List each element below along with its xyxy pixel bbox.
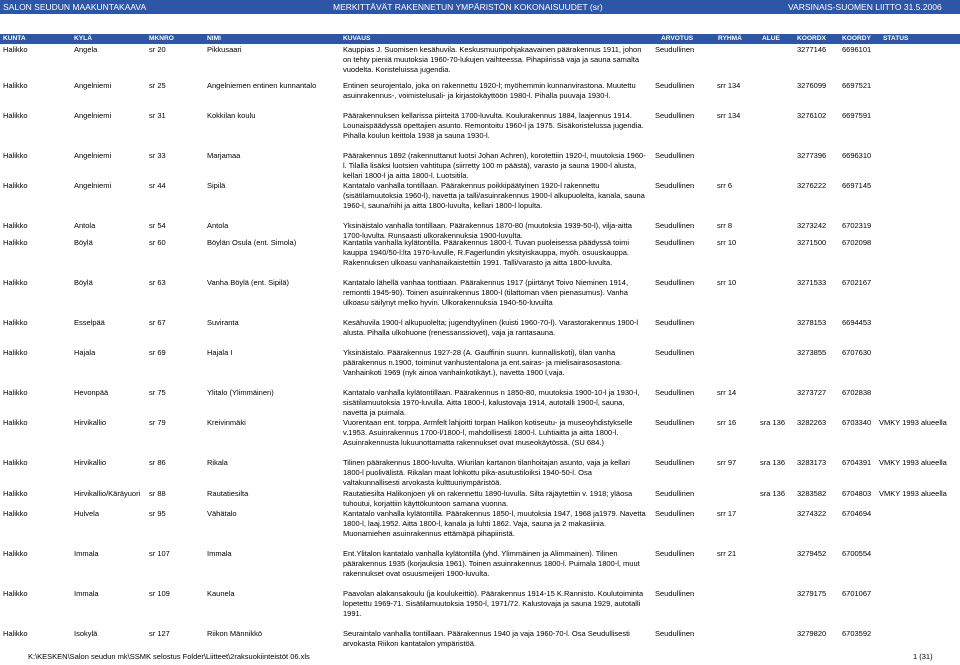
- row-koordx: 3273242: [797, 221, 827, 230]
- row-nimi: Ylitalo (Ylimmäinen): [207, 388, 274, 397]
- row-arvotus: Seudullinen: [655, 509, 695, 518]
- row-nimi: Immala: [207, 549, 232, 558]
- row-ryhma: srr 134: [717, 111, 741, 120]
- row-koordx: 3271500: [797, 238, 827, 247]
- row-nimi: Kreivinmäki: [207, 418, 246, 427]
- row-ryhma: srr 97: [717, 458, 737, 467]
- row-kunta: Halikko: [3, 278, 28, 287]
- row-kuvaus: Ent.Ylitalon kantatalo vanhalla kylätontilla (yhd. Ylimmäinen ja Alimmainen). Tilinen päärakennus 1935 (korjauksia 1961). Toinen asuinrakennus 1800-l. Puimala 1800-l, muut rakennukset ovat osuusmeijeri 1900-luvulta.: [343, 549, 640, 579]
- row-kyla: Böylä: [74, 238, 93, 247]
- row-mknro: sr 86: [149, 458, 166, 467]
- row-kuvaus: Kantatalo vanhalla kylätontilla. Päärakennus 1850-l, muutoksia 1947, 1968 ja1979. Navetta 1800-l, laaj.1952. Aitta 1800-l, kanala ja luhti 1862. Vaja, sauna ja 2 makasiinia. Muonamiehen asuinrakennus ettämäpä pihapiiristä.: [343, 509, 646, 539]
- row-kyla: Esselpää: [74, 318, 105, 327]
- row-ryhma: srr 14: [717, 388, 737, 397]
- row-koordx: 3279452: [797, 549, 827, 558]
- row-alue: sra 136: [760, 418, 786, 427]
- row-kyla: Immala: [74, 589, 99, 598]
- row-koordx: 3276222: [797, 181, 827, 190]
- row-kunta: Halikko: [3, 629, 28, 638]
- col-kuvaus: KUVAUS: [343, 35, 371, 42]
- row-kuvaus: Vuorentaan ent. torppa. Armfelt lahjoitti torpan Halikon kotiseutu- ja museoyhdistykselle v.1953. Asuinrakennus 1700-l/1800-l, mahdollisesti 1800-l. Luhtiaitta ja aitta 1800-l. Asuinrakennusta lukuunottamatta rakennukset ovat museokäytössä. (SU 684.): [343, 418, 633, 448]
- row-koordy: 6700554: [842, 549, 872, 558]
- row-kyla: Angela: [74, 45, 98, 54]
- row-koordy: 6702838: [842, 388, 872, 397]
- row-koordy: 6694453: [842, 318, 872, 327]
- row-alue: sra 136: [760, 458, 786, 467]
- row-koordx: 3283173: [797, 458, 827, 467]
- col-nimi: NIMI: [207, 35, 221, 42]
- row-mknro: sr 63: [149, 278, 166, 287]
- row-status: VMKY 1993 alueella: [879, 418, 947, 427]
- col-status: STATUS: [883, 35, 909, 42]
- row-nimi: Angelniemen entinen kunnantalo: [207, 81, 317, 90]
- row-kyla: Hirvikallio: [74, 458, 107, 467]
- row-arvotus: Seudullinen: [655, 278, 695, 287]
- row-mknro: sr 95: [149, 509, 166, 518]
- row-koordx: 3276102: [797, 111, 827, 120]
- row-arvotus: Seudullinen: [655, 151, 695, 160]
- row-ryhma: srr 134: [717, 81, 741, 90]
- row-nimi: Suviranta: [207, 318, 239, 327]
- row-kunta: Halikko: [3, 181, 28, 190]
- row-ryhma: srr 6: [717, 181, 732, 190]
- row-koordy: 6696101: [842, 45, 872, 54]
- row-koordy: 6697521: [842, 81, 872, 90]
- row-koordx: 3276099: [797, 81, 827, 90]
- col-koordx: KOORDX: [797, 35, 826, 42]
- row-kyla: Isokylä: [74, 629, 98, 638]
- row-koordx: 3282263: [797, 418, 827, 427]
- row-mknro: sr 69: [149, 348, 166, 357]
- row-ryhma: srr 10: [717, 278, 737, 287]
- row-mknro: sr 109: [149, 589, 170, 598]
- row-kunta: Halikko: [3, 549, 28, 558]
- row-mknro: sr 75: [149, 388, 166, 397]
- row-nimi: Hajala I: [207, 348, 233, 357]
- col-alue: ALUE: [762, 35, 780, 42]
- row-kuvaus: Tilinen päärakennus 1800-luvulta. Wiurilan kartanon tilanhoitajan asunto, vaja ja kellari 1800-l puolivälistä. Rikalan maat lohkottu pika-asutustiloiksi 1940-50-l. Osa valtakunnallisesti arvokasta kulttuuriympäristöä.: [343, 458, 630, 488]
- row-kunta: Halikko: [3, 589, 28, 598]
- row-kuvaus: Entinen seurojentalo, joka on rakennettu 1920-l; myöhemmin kunnanvirastona. Muutettu asuinrakennus-, voimistelusali- ja kirjastokäyttöön 1980-l. Pihalla puuvaja 1930-l.: [343, 81, 636, 101]
- row-koordx: 3273855: [797, 348, 827, 357]
- col-mknro: MKNRO: [149, 35, 174, 42]
- row-kuvaus: Kantatalo lähellä vanhaa tonttiaan. Päärakennus 1917 (piirtänyt Toivo Nieminen 1914, remontti 1945-90). Toinen asuinrakennus 1800-l (tilattoman väen pienasumus). Vanha ulkoasu säilynyt melko hyvin. Ulkorakennuksia 1940-50-luvuilta: [343, 278, 629, 308]
- row-arvotus: Seudullinen: [655, 388, 695, 397]
- row-kunta: Halikko: [3, 458, 28, 467]
- row-kunta: Halikko: [3, 348, 28, 357]
- row-kunta: Halikko: [3, 418, 28, 427]
- footer-page-number: 1 (31): [913, 652, 933, 661]
- row-koordy: 6697145: [842, 181, 872, 190]
- row-kunta: Halikko: [3, 111, 28, 120]
- row-nimi: Riikon Männikkö: [207, 629, 263, 638]
- row-arvotus: Seudullinen: [655, 221, 695, 230]
- row-kunta: Halikko: [3, 509, 28, 518]
- row-koordy: 6696310: [842, 151, 872, 160]
- row-nimi: Vanha Böylä (ent. Sipilä): [207, 278, 289, 287]
- row-arvotus: Seudullinen: [655, 111, 695, 120]
- row-kuvaus: Rautatiesilta Halikonjoen yli on rakennettu 1890-luvulla. Silta räjäytettiin v. 1918; yläosa tuhoutui, korjattiin käyttökuntoon samana vuonna.: [343, 489, 633, 509]
- col-kyla: KYLÄ: [74, 35, 92, 42]
- row-ryhma: srr 17: [717, 509, 737, 518]
- row-kuvaus: Päärakennus 1892 (rakennuttanut luotsi Johan Achren), korotettiin 1920-l, muutoksia 1960-l. Tilalla lisäksi luotsien vahtitupa (siirretty 100 m päästä), varasto ja sauna 1900-l alusta, kellari 1800-l ja aitta 1800-l. Luotsitila.: [343, 151, 646, 181]
- row-kyla: Angelniemi: [74, 81, 112, 90]
- row-kuvaus: Yksinäistalo vanhalla tontillaan. Päärakennus 1870-80 (muutoksia 1939-50-l), vilja-aitta 1700-luvulta. Runsaasti ulkorakennuksia 1900-luvulta.: [343, 221, 632, 241]
- row-kuvaus: Kesähuvila 1900-l alkupuolelta; jugendtyylinen (kuisti 1960-70-l). Varastorakennus 1900-l alusta. Pihalla ulkohuone (renessanssiovet), vaja ja rantasauna.: [343, 318, 639, 338]
- row-alue: sra 136: [760, 489, 786, 498]
- row-status: VMKY 1993 alueella: [879, 489, 947, 498]
- row-mknro: sr 20: [149, 45, 166, 54]
- col-kunta: KUNTA: [3, 35, 26, 42]
- row-kuvaus: Seuraintalo vanhalla tontillaan. Päärakennus 1940 ja vaja 1960-70-l. Osa Seudullisesti arvokasta Riikon kantatalon ympäristöä.: [343, 629, 630, 649]
- row-kyla: Böylä: [74, 278, 93, 287]
- header-right-title: VARSINAIS-SUOMEN LIITTO 31.5.2006: [788, 2, 942, 12]
- row-koordx: 3277396: [797, 151, 827, 160]
- header-center-title: MERKITTÄVÄT RAKENNETUN YMPÄRISTÖN KOKONAISUUDET (sr): [333, 2, 603, 12]
- row-kyla: Hulvela: [74, 509, 100, 518]
- row-kyla: Angelniemi: [74, 111, 112, 120]
- row-koordx: 3274322: [797, 509, 827, 518]
- row-mknro: sr 107: [149, 549, 170, 558]
- row-kunta: Halikko: [3, 489, 28, 498]
- row-ryhma: srr 21: [717, 549, 737, 558]
- row-nimi: Kokkilan koulu: [207, 111, 256, 120]
- row-mknro: sr 25: [149, 81, 166, 90]
- row-arvotus: Seudullinen: [655, 348, 695, 357]
- row-mknro: sr 127: [149, 629, 170, 638]
- row-arvotus: Seudullinen: [655, 418, 695, 427]
- row-koordx: 3271533: [797, 278, 827, 287]
- row-nimi: Pikkusaari: [207, 45, 242, 54]
- row-koordy: 6702167: [842, 278, 872, 287]
- row-nimi: Vähätalo: [207, 509, 237, 518]
- row-mknro: sr 31: [149, 111, 166, 120]
- row-koordx: 3279820: [797, 629, 827, 638]
- row-arvotus: Seudullinen: [655, 589, 695, 598]
- row-arvotus: Seudullinen: [655, 81, 695, 90]
- row-nimi: Antola: [207, 221, 229, 230]
- col-arvotus: ARVOTUS: [661, 35, 694, 42]
- row-kuvaus: Kantatalo vanhalla kylätontillaan. Päärakennus n 1850-80, muutoksia 1900-10-l ja 1930-l, sisätilamuutoksia 1970-luvulla. Aitta 1800-l, kalustovaja 1914, autotalli 1900-l, sauna, navetta ja puimala.: [343, 388, 640, 418]
- row-koordx: 3277146: [797, 45, 827, 54]
- row-arvotus: Seudullinen: [655, 489, 695, 498]
- row-kunta: Halikko: [3, 388, 28, 397]
- row-kyla: Antola: [74, 221, 96, 230]
- row-mknro: sr 33: [149, 151, 166, 160]
- row-arvotus: Seudullinen: [655, 629, 695, 638]
- row-kuvaus: Päärakennuksen kellarissa piirteitä 1700-luvulta. Koulurakennus 1884, laajennus 1914. Lounaispäädyssä opettajien asunto. Remontoitu 1960-l ja 1975. Sisäkoristelussa jugendia. Pihalla koulun keittola 1938 ja sauna 1930-l.: [343, 111, 644, 141]
- document-footer: [0, 651, 960, 663]
- row-koordy: 6697591: [842, 111, 872, 120]
- col-koordy: KOORDY: [842, 35, 871, 42]
- row-arvotus: Seudullinen: [655, 318, 695, 327]
- row-mknro: sr 88: [149, 489, 166, 498]
- row-kyla: Angelniemi: [74, 151, 112, 160]
- row-arvotus: Seudullinen: [655, 458, 695, 467]
- row-nimi: Kaunela: [207, 589, 235, 598]
- row-koordy: 6707630: [842, 348, 872, 357]
- row-koordx: 3279175: [797, 589, 827, 598]
- col-ryhma: RYHMÄ: [718, 35, 742, 42]
- row-kyla: Hevonpää: [74, 388, 109, 397]
- row-koordy: 6704391: [842, 458, 872, 467]
- row-kunta: Halikko: [3, 45, 28, 54]
- row-kunta: Halikko: [3, 318, 28, 327]
- row-arvotus: Seudullinen: [655, 549, 695, 558]
- row-kunta: Halikko: [3, 221, 28, 230]
- row-koordy: 6703592: [842, 629, 872, 638]
- row-arvotus: Seudullinen: [655, 181, 695, 190]
- row-koordy: 6703340: [842, 418, 872, 427]
- row-kuvaus: Kantatalo vanhalla tontillaan. Päärakennus poikkipäätyinen 1920-l rakennettu (sisätilamuutoksia 1960-l), navetta ja talli/asuinrakennus 1900-l alkupuolelta, kanala, sauna 1960-l, sauna/riihi ja aitta 1800-luvulta, kellari 1800-l lopulta.: [343, 181, 645, 211]
- row-status: VMKY 1993 alueella: [879, 458, 947, 467]
- row-kyla: Hajala: [74, 348, 96, 357]
- row-koordy: 6702319: [842, 221, 872, 230]
- row-kuvaus: Paavolan alakansakoulu (ja koulukeittiö). Päärakennus 1914-15 K.Rannisto. Koulutoiminta lopetettu 1969-71. Sisätilamuutoksia 1950-l, 1971/72. Kalustovaja ja sauna 1929, autotalli 1991.: [343, 589, 644, 619]
- row-kuvaus: Kantatila vanhalla kylätontilla. Päärakennus 1800-l. Tuvan puoleisessa päädyssä toimi kauppa 1940/50-l:lta 1970-luvulle, R.Fagerlundin yksityiskauppa, myöh. osuuskauppa. Rakennuksen ulkoasu vanhanaikaistettiin 1991. Talli/varasto ja aitta 1800-luvulta.: [343, 238, 630, 268]
- row-kyla: Angelniemi: [74, 181, 112, 190]
- row-kuvaus: Kauppias J. Suomisen kesähuvila. Keskusmuuripohjakaavainen päärakennus 1911, johon on tehty pieniä muutoksia 1960-70-lukujen vaihteessa. Pihapiirissä vaja ja sauna samalta vuodelta. Koristeluissa jugendia.: [343, 45, 642, 75]
- footer-file-path: K:\KESKEN\Salon seudun mk\SSMK selostus Folder\Liitteet\2raksuokiinteistöt 06.xls: [28, 652, 310, 661]
- row-ryhma: srr 16: [717, 418, 737, 427]
- row-kunta: Halikko: [3, 81, 28, 90]
- row-kunta: Halikko: [3, 151, 28, 160]
- row-koordx: 3273727: [797, 388, 827, 397]
- row-kyla: Immala: [74, 549, 99, 558]
- header-left-title: SALON SEUDUN MAAKUNTAKAAVA: [3, 2, 147, 12]
- row-mknro: sr 54: [149, 221, 166, 230]
- row-mknro: sr 44: [149, 181, 166, 190]
- row-koordy: 6704803: [842, 489, 872, 498]
- row-kyla: Hirvikallio: [74, 418, 107, 427]
- row-nimi: Rautatiesilta: [207, 489, 249, 498]
- row-mknro: sr 60: [149, 238, 166, 247]
- row-ryhma: srr 10: [717, 238, 737, 247]
- row-kyla: Hirvikallio/Käräyuori: [74, 489, 141, 498]
- row-nimi: Marjamaa: [207, 151, 241, 160]
- row-koordy: 6702098: [842, 238, 872, 247]
- row-kunta: Halikko: [3, 238, 28, 247]
- row-koordy: 6704694: [842, 509, 872, 518]
- row-koordx: 3278153: [797, 318, 827, 327]
- row-koordy: 6701067: [842, 589, 872, 598]
- row-mknro: sr 79: [149, 418, 166, 427]
- row-arvotus: Seudullinen: [655, 45, 695, 54]
- row-ryhma: srr 8: [717, 221, 732, 230]
- row-nimi: Böylän Osula (ent. Simola): [207, 238, 297, 247]
- row-kuvaus: Yksinäistalo. Päärakennus 1927-28 (A. Gauffinin suunn. kunnalliskoti), tilan vanha päärakennus n.1900, toiminut vanhustentalona ja ent.sairas- ja mielisairasosastona. Vanhainkoti 1969 (nyk ainoa vanhainkotikäyt.), navetta 1900 l,vaja.: [343, 348, 622, 378]
- row-nimi: Rikala: [207, 458, 228, 467]
- row-koordx: 3283582: [797, 489, 827, 498]
- row-mknro: sr 67: [149, 318, 166, 327]
- row-arvotus: Seudullinen: [655, 238, 695, 247]
- row-nimi: Sipilä: [207, 181, 226, 190]
